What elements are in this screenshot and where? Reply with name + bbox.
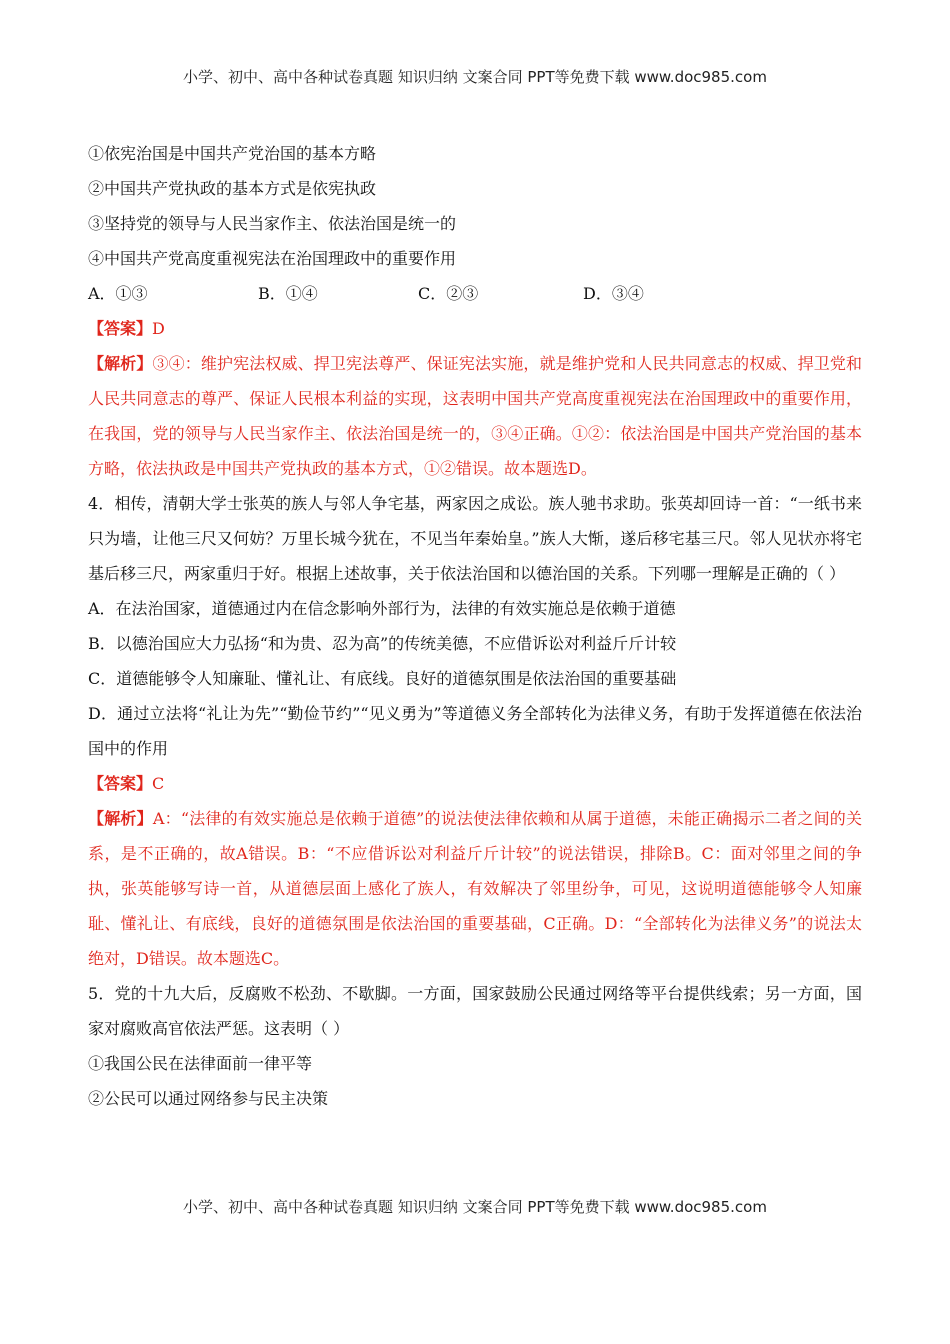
q4-analysis-label: 【解析】 xyxy=(88,809,153,828)
q3-option-d: D．③④ xyxy=(583,284,644,303)
q3-answer-label: 【答案】 xyxy=(88,319,153,338)
q3-option-c: C．②③ xyxy=(418,284,479,303)
q3-options xyxy=(88,276,862,311)
header-banner: 小学、初中、高中各种试卷真题 知识归纳 文案合同 PPT等免费下载 www.doc985.com xyxy=(183,68,767,86)
q3-statement-1: ①依宪治国是中国共产党治国的基本方略 xyxy=(88,144,377,163)
q4-option-b: B．以德治国应大力弘扬“和为贵、忍为高”的传统美德，不应借诉讼对利益斤斤计较 xyxy=(88,634,677,653)
q5-statement-1: ①我国公民在法律面前一律平等 xyxy=(88,1054,313,1073)
q3-option-a: A．①③ xyxy=(88,284,148,303)
q4-option-a: A．在法治国家，道德通过内在信念影响外部行为，法律的有效实施总是依赖于道德 xyxy=(88,599,676,618)
q5-statement-2: ②公民可以通过网络参与民主决策 xyxy=(88,1089,329,1108)
q3-analysis xyxy=(88,346,862,486)
q4-answer-label: 【答案】 xyxy=(88,774,153,793)
q3-option-b: B．①④ xyxy=(258,284,318,303)
q4-option-d: D．通过立法将“礼让为先”“勤俭节约”“见义勇为”等道德义务全部转化为法律义务，有助于发挥道德在依法治国中的作用 xyxy=(88,704,862,758)
q4-answer xyxy=(88,766,862,801)
q3-statement-4: ④中国共产党高度重视宪法在治国理政中的重要作用 xyxy=(88,249,457,268)
q3-answer-value: D xyxy=(152,319,165,338)
q4-analysis-text: A：“法律的有效实施总是依赖于道德”的说法使法律依赖和从属于道德，未能正确揭示二者之间的关系，是不正确的，故A错误。B：“不应借诉讼对利益斤斤计较”的说法错误，排除B。C：面对邻里之间的争执，张英能够写诗一首，从道德层面上感化了族人，有效解决了邻里纷争，可见，这说明道德能够令人知廉耻、懂礼让、有底线，良好的道德氛围是依法治国的重要基础，C正确。D：“全部转化为法律义务”的说法太绝对，D错误。故本题选C。 xyxy=(88,809,862,968)
q3-statement-3: ③坚持党的领导与人民当家作主、依法治国是统一的 xyxy=(88,214,457,233)
footer-banner: 小学、初中、高中各种试卷真题 知识归纳 文案合同 PPT等免费下载 www.doc985.com xyxy=(183,1198,767,1216)
q4-stem: 4．相传，清朝大学士张英的族人与邻人争宅基，两家因之成讼。族人驰书求助。张英却回诗一首：“一纸书来只为墙，让他三尺又何妨？万里长城今犹在，不见当年秦始皇。”族人大惭，遂后移宅基三尺。邻人见状亦将宅基后移三尺，两家重归于好。根据上述故事，关于依法治国和以德治国的关系。下列哪一理解是正确的（ ） xyxy=(88,494,862,583)
q4-analysis xyxy=(88,801,862,976)
q3-analysis-text: ③④：维护宪法权威、捍卫宪法尊严、保证宪法实施，就是维护党和人民共同意志的权威、捍卫党和人民共同意志的尊严、保证人民根本利益的实现，这表明中国共产党高度重视宪法在治国理政中的重要作用，在我国，党的领导与人民当家作主、依法治国是统一的，③④正确。①②：依法治国是中国共产党治国的基本方略，依法执政是中国共产党执政的基本方式，①②错误。故本题选D。 xyxy=(88,354,862,478)
q4-answer-value: C xyxy=(152,774,165,793)
q4-option-c: C．道德能够令人知廉耻、懂礼让、有底线。良好的道德氛围是依法治国的重要基础 xyxy=(88,669,677,688)
q3-answer xyxy=(88,311,862,346)
q3-analysis-label: 【解析】 xyxy=(88,354,153,373)
q5-stem: 5．党的十九大后，反腐败不松劲、不歇脚。一方面，国家鼓励公民通过网络等平台提供线索；另一方面，国家对腐败高官依法严惩。这表明（ ） xyxy=(88,984,862,1038)
q3-statement-2: ②中国共产党执政的基本方式是依宪执政 xyxy=(88,179,377,198)
document-body xyxy=(88,136,862,1116)
